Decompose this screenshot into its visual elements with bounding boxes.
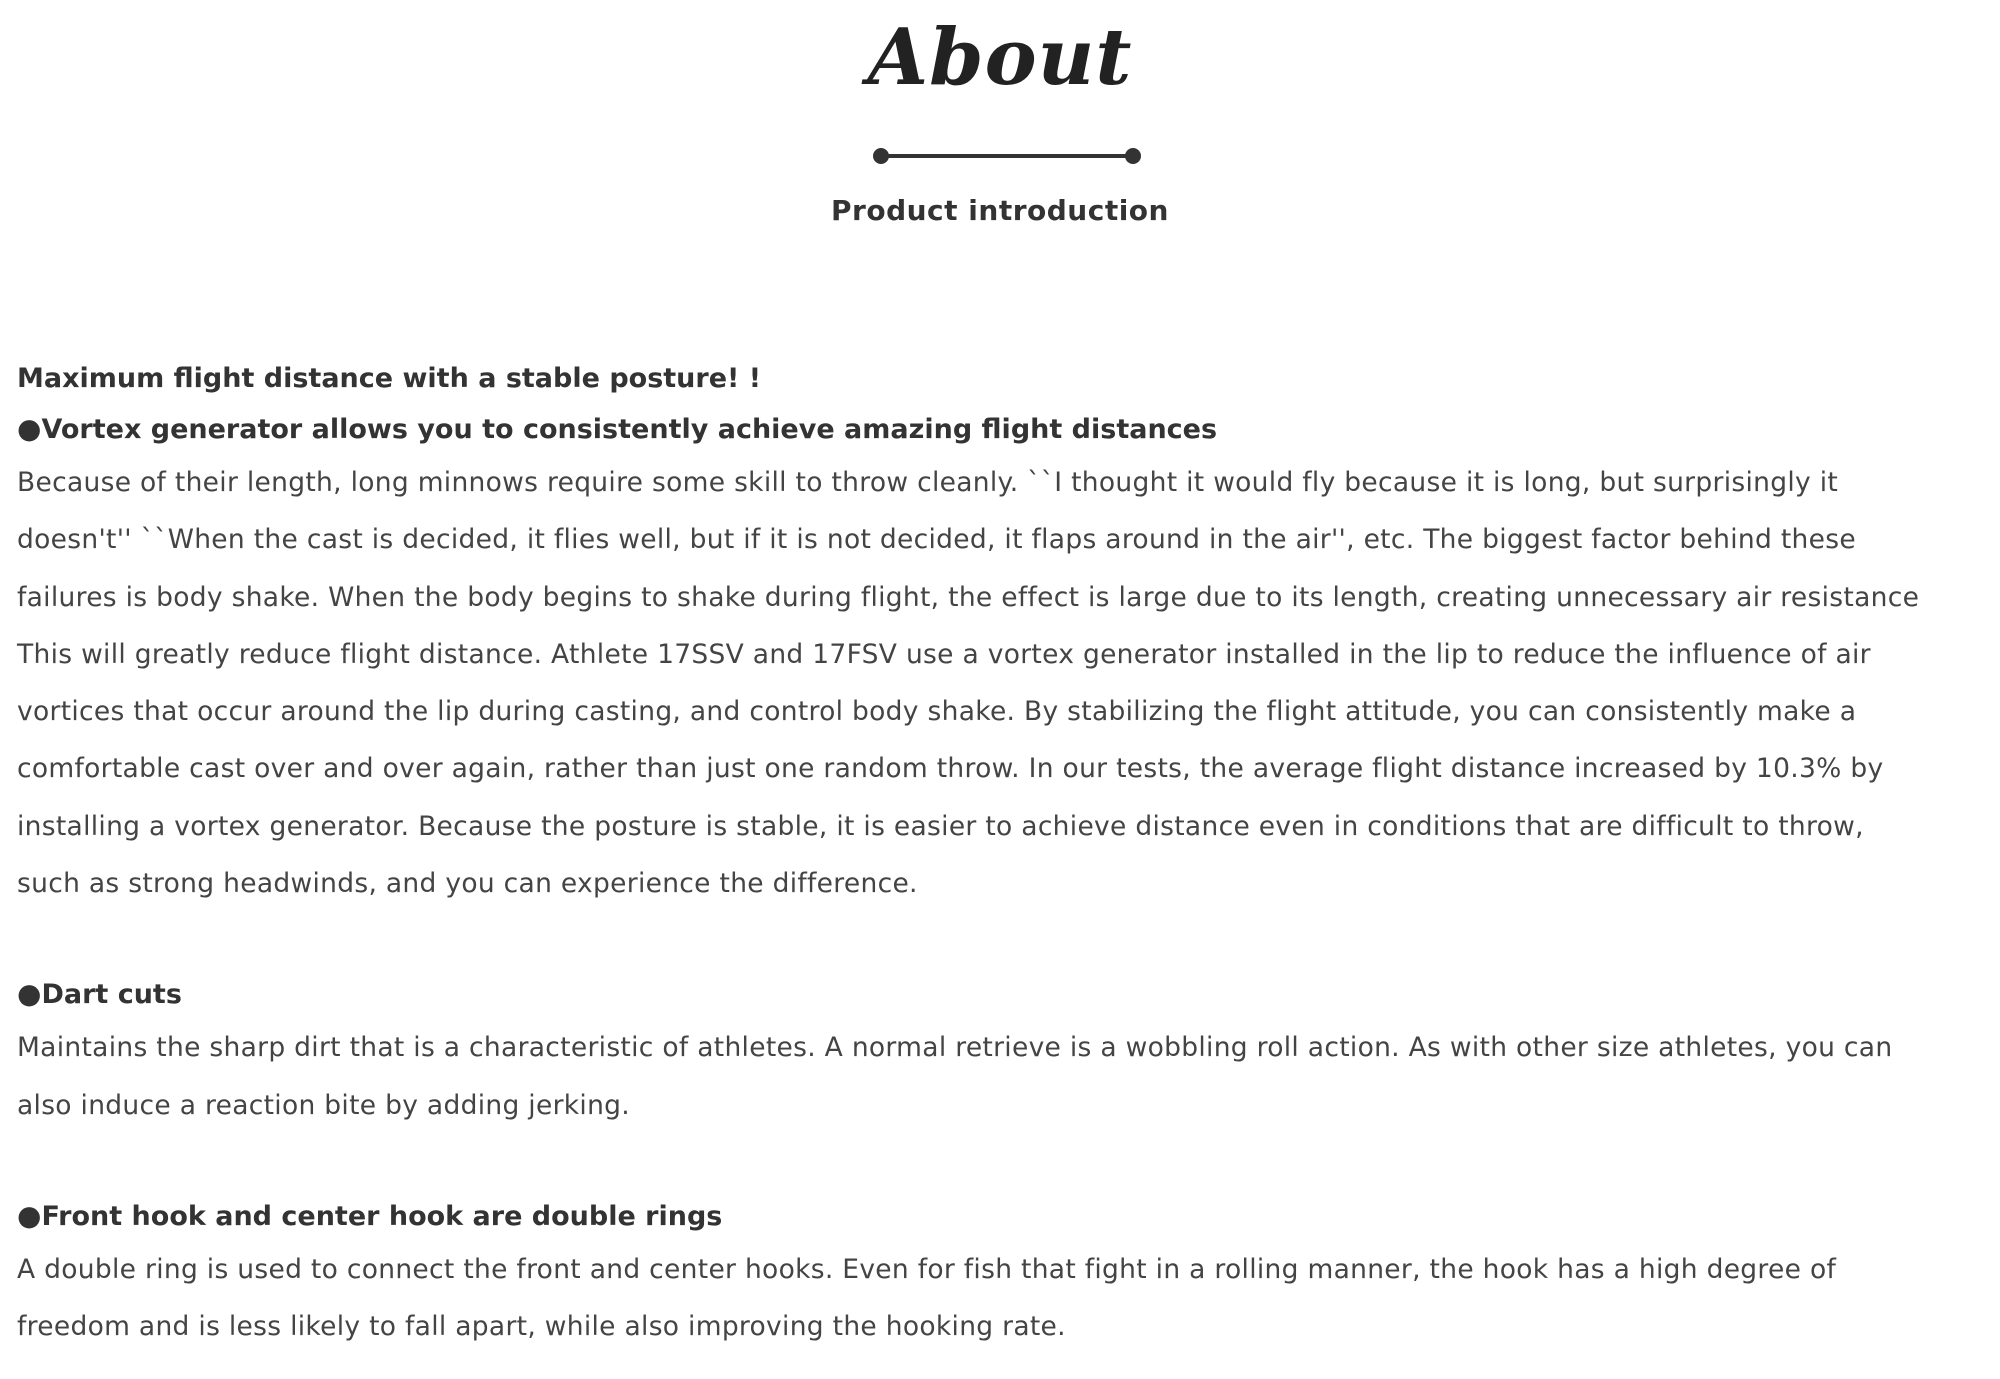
- section-spacer: [17, 1134, 1987, 1191]
- paragraph-line: also induce a reaction bite by adding jerking.: [17, 1089, 631, 1121]
- section-heading: [17, 1191, 1987, 1241]
- section-heading-text: Dart cuts: [41, 979, 182, 1011]
- paragraph-line: failures is body shake. When the body begins to shake during flight, the effect is large due to its length, creating unnecessary air resistance: [17, 581, 1920, 613]
- section-heading: [17, 404, 1987, 454]
- paragraph-line: Because of their length, long minnows require some skill to throw cleanly. ``I thought it would fly because it is long, but surprisingly it: [17, 467, 1839, 498]
- divider-dot-left: [873, 148, 889, 164]
- paragraph-line: freedom and is less likely to fall apart, while also improving the hooking rate.: [17, 1311, 1066, 1343]
- page-title: About: [867, 12, 1133, 103]
- paragraph-line: This will greatly reduce flight distance. Athlete 17SSV and 17FSV use a vortex generator installed in the lip to reduce the influence of air: [17, 638, 1871, 670]
- section-double-rings: [17, 1191, 1987, 1356]
- section-heading-text: Vortex generator allows you to consistently achieve amazing flight distances: [41, 414, 1218, 445]
- product-description: [17, 354, 1987, 1356]
- section-heading: [17, 969, 1987, 1019]
- page-subtitle: Product introduction: [831, 194, 1169, 227]
- bullet-icon: ●: [17, 1198, 42, 1232]
- paragraph-line: vortices that occur around the lip during casting, and control body shake. By stabilizing the flight attitude, you can consistently make a: [17, 696, 1857, 728]
- section-heading-text: Front hook and center hook are double rings: [41, 1200, 723, 1232]
- bullet-icon: ●: [17, 412, 42, 445]
- section-spacer: [17, 912, 1987, 969]
- bullet-icon: ●: [17, 977, 42, 1011]
- divider-dot-right: [1125, 148, 1141, 164]
- paragraph-line: comfortable cast over and over again, rather than just one random throw. In our tests, the average flight distance increased by 10.3% by: [17, 753, 1884, 785]
- paragraph-line: doesn't'' ``When the cast is decided, it flies well, but if it is not decided, it flaps around in the air'', etc. The biggest factor behind these: [17, 524, 1856, 556]
- section-vortex-generator: [17, 404, 1987, 912]
- section-dart-cuts: [17, 969, 1987, 1134]
- paragraph-line: such as strong headwinds, and you can experience the difference.: [17, 868, 918, 900]
- paragraph-line: A double ring is used to connect the front and center hooks. Even for fish that fight in a rolling manner, the hook has a high degree of: [17, 1253, 1837, 1285]
- title-divider: [872, 146, 1142, 166]
- paragraph-line: Maintains the sharp dirt that is a characteristic of athletes. A normal retrieve is a wobbling roll action. As with other size athletes, you can: [17, 1032, 1893, 1064]
- paragraph-line: installing a vortex generator. Because the posture is stable, it is easier to achieve distance even in conditions that are difficult to throw,: [17, 810, 1864, 842]
- intro-headline: Maximum flight distance with a stable posture! !: [17, 363, 762, 394]
